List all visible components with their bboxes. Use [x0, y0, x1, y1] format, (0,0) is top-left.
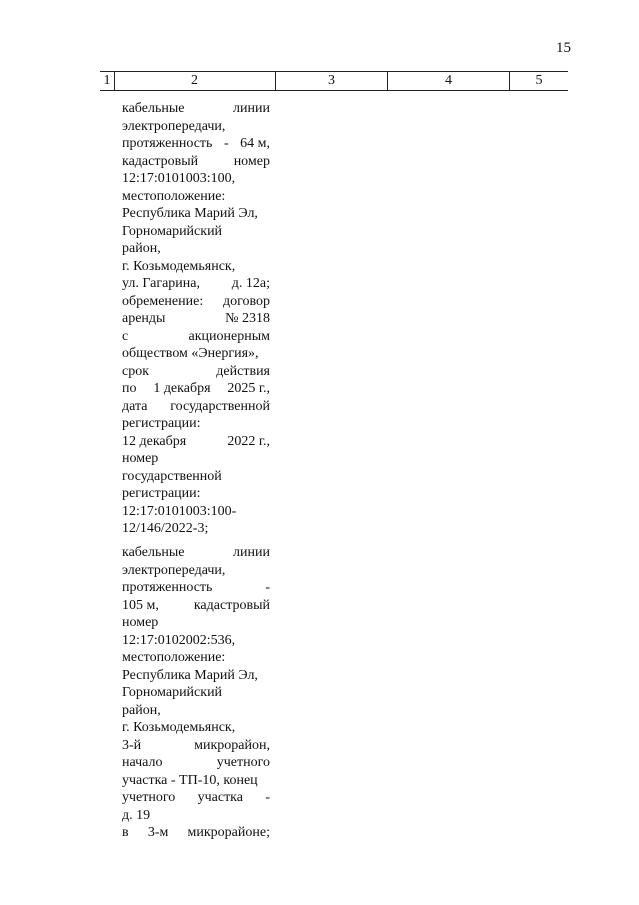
- text-word: 12:17:0101003:100,: [122, 171, 236, 186]
- column-header-2: 2: [114, 72, 276, 90]
- text-word: протяженность: [122, 136, 213, 151]
- text-word: 12 декабря: [122, 433, 187, 449]
- text-line: [122, 310, 270, 328]
- text-word: микрорайон,: [194, 737, 270, 753]
- text-line: [122, 667, 270, 685]
- text-word: номер: [122, 451, 159, 466]
- text-line: [122, 293, 270, 311]
- text-word: район,: [122, 241, 161, 256]
- text-line: [122, 520, 270, 538]
- column-header-3: 3: [276, 72, 388, 90]
- text-word: 12/146/2022-3;: [122, 521, 209, 536]
- text-word: местоположение:: [122, 188, 226, 204]
- column-header-5: 5: [535, 73, 543, 88]
- text-word: 12:17:0102002:536,: [122, 632, 236, 648]
- text-line: [122, 258, 270, 276]
- text-line: [122, 807, 270, 825]
- text-word: микрорайоне;: [187, 825, 270, 840]
- text-line: [122, 153, 270, 171]
- text-word: д. 19: [122, 807, 151, 823]
- text-line: [122, 188, 270, 206]
- text-word: начало: [122, 755, 163, 770]
- text-word: протяженность: [122, 580, 213, 595]
- text-word: регистрации:: [122, 416, 201, 431]
- text-line: [122, 562, 270, 580]
- text-line: [122, 135, 270, 153]
- text-word: электропередачи,: [122, 118, 226, 134]
- text-line: [122, 223, 270, 241]
- text-line: [122, 503, 270, 521]
- text-word: Горномарийский: [122, 223, 223, 239]
- text-line: [122, 240, 270, 258]
- text-line: [122, 275, 270, 293]
- text-line: [122, 702, 270, 720]
- text-word: д. 12а;: [231, 276, 270, 291]
- text-word: линии: [233, 545, 270, 560]
- text-word: 2022 г.,: [227, 433, 270, 449]
- text-word: учетного: [122, 790, 176, 805]
- text-word: кабельные: [122, 545, 185, 560]
- text-line: [122, 363, 270, 381]
- text-line: [122, 328, 270, 346]
- text-word: участка - ТП-10, конец: [122, 772, 258, 788]
- text-word: номер: [122, 615, 159, 630]
- text-word: кадастровый: [122, 153, 199, 169]
- text-word: государственной: [122, 468, 222, 484]
- text-line: [122, 468, 270, 486]
- text-line: [122, 597, 270, 615]
- page-number: 15: [556, 40, 571, 56]
- text-line: [122, 737, 270, 755]
- column-header-4: 4: [388, 72, 510, 90]
- text-word: -: [265, 790, 270, 805]
- text-line: [122, 772, 270, 790]
- property-entry-2: [122, 544, 270, 842]
- property-entry-1: [122, 100, 270, 538]
- text-word: 2025 г.,: [227, 381, 270, 396]
- text-word: 3-м: [147, 825, 169, 840]
- text-word: -: [223, 136, 229, 151]
- text-line: [122, 415, 270, 433]
- text-line: [122, 433, 270, 451]
- text-word: в: [122, 825, 129, 840]
- text-word: Горномарийский: [122, 685, 223, 700]
- text-line: [122, 684, 270, 702]
- text-word: обществом «Энергия»,: [122, 346, 259, 361]
- text-word: договор: [222, 293, 270, 309]
- text-line: [122, 380, 270, 398]
- text-word: 12:17:0101003:100-: [122, 503, 237, 519]
- text-word: 3-й: [122, 737, 142, 753]
- text-word: учетного: [216, 755, 270, 770]
- text-word: г. Козьмодемьянск,: [122, 720, 236, 735]
- text-line: [122, 450, 270, 468]
- text-line: [122, 485, 270, 503]
- text-word: дата: [122, 398, 148, 414]
- text-word: электропередачи,: [122, 562, 226, 578]
- text-word: акционерным: [188, 328, 270, 344]
- text-word: ул. Гагарина,: [122, 276, 200, 291]
- text-line: [122, 719, 270, 737]
- text-line: [122, 118, 270, 136]
- text-word: аренды: [122, 311, 166, 326]
- text-line: [122, 632, 270, 650]
- text-line: [122, 398, 270, 416]
- text-word: государственной: [170, 398, 270, 414]
- text-line: [122, 544, 270, 562]
- text-word: 1 декабря: [153, 381, 211, 396]
- text-word: 105 м,: [122, 597, 159, 613]
- text-line: [122, 649, 270, 667]
- text-word: 64 м,: [240, 136, 270, 151]
- text-word: по: [122, 381, 137, 396]
- text-line: [122, 789, 270, 807]
- text-line: [122, 205, 270, 223]
- text-word: Республика Марий Эл,: [122, 206, 258, 221]
- text-line: [122, 170, 270, 188]
- text-word: Республика Марий Эл,: [122, 667, 258, 683]
- text-word: с: [122, 328, 129, 344]
- text-word: г. Козьмодемьянск,: [122, 258, 236, 274]
- text-word: регистрации:: [122, 486, 201, 501]
- text-word: местоположение:: [122, 650, 226, 665]
- text-line: [122, 345, 270, 363]
- text-word: номер: [233, 153, 270, 169]
- text-line: [122, 614, 270, 632]
- text-word: срок: [122, 363, 150, 379]
- text-word: район,: [122, 702, 161, 718]
- text-word: № 2318: [225, 311, 270, 326]
- text-word: участка: [197, 790, 243, 805]
- column-header-1: 1: [100, 72, 115, 90]
- text-line: [122, 754, 270, 772]
- text-word: действия: [216, 363, 270, 379]
- text-word: кадастровый: [193, 597, 270, 613]
- text-word: кабельные: [122, 101, 185, 116]
- text-line: [122, 100, 270, 118]
- text-word: линии: [233, 101, 270, 116]
- text-line: [122, 824, 270, 842]
- text-word: обременение:: [122, 293, 204, 309]
- text-word: -: [265, 580, 270, 595]
- text-line: [122, 579, 270, 597]
- table-header: [100, 71, 568, 91]
